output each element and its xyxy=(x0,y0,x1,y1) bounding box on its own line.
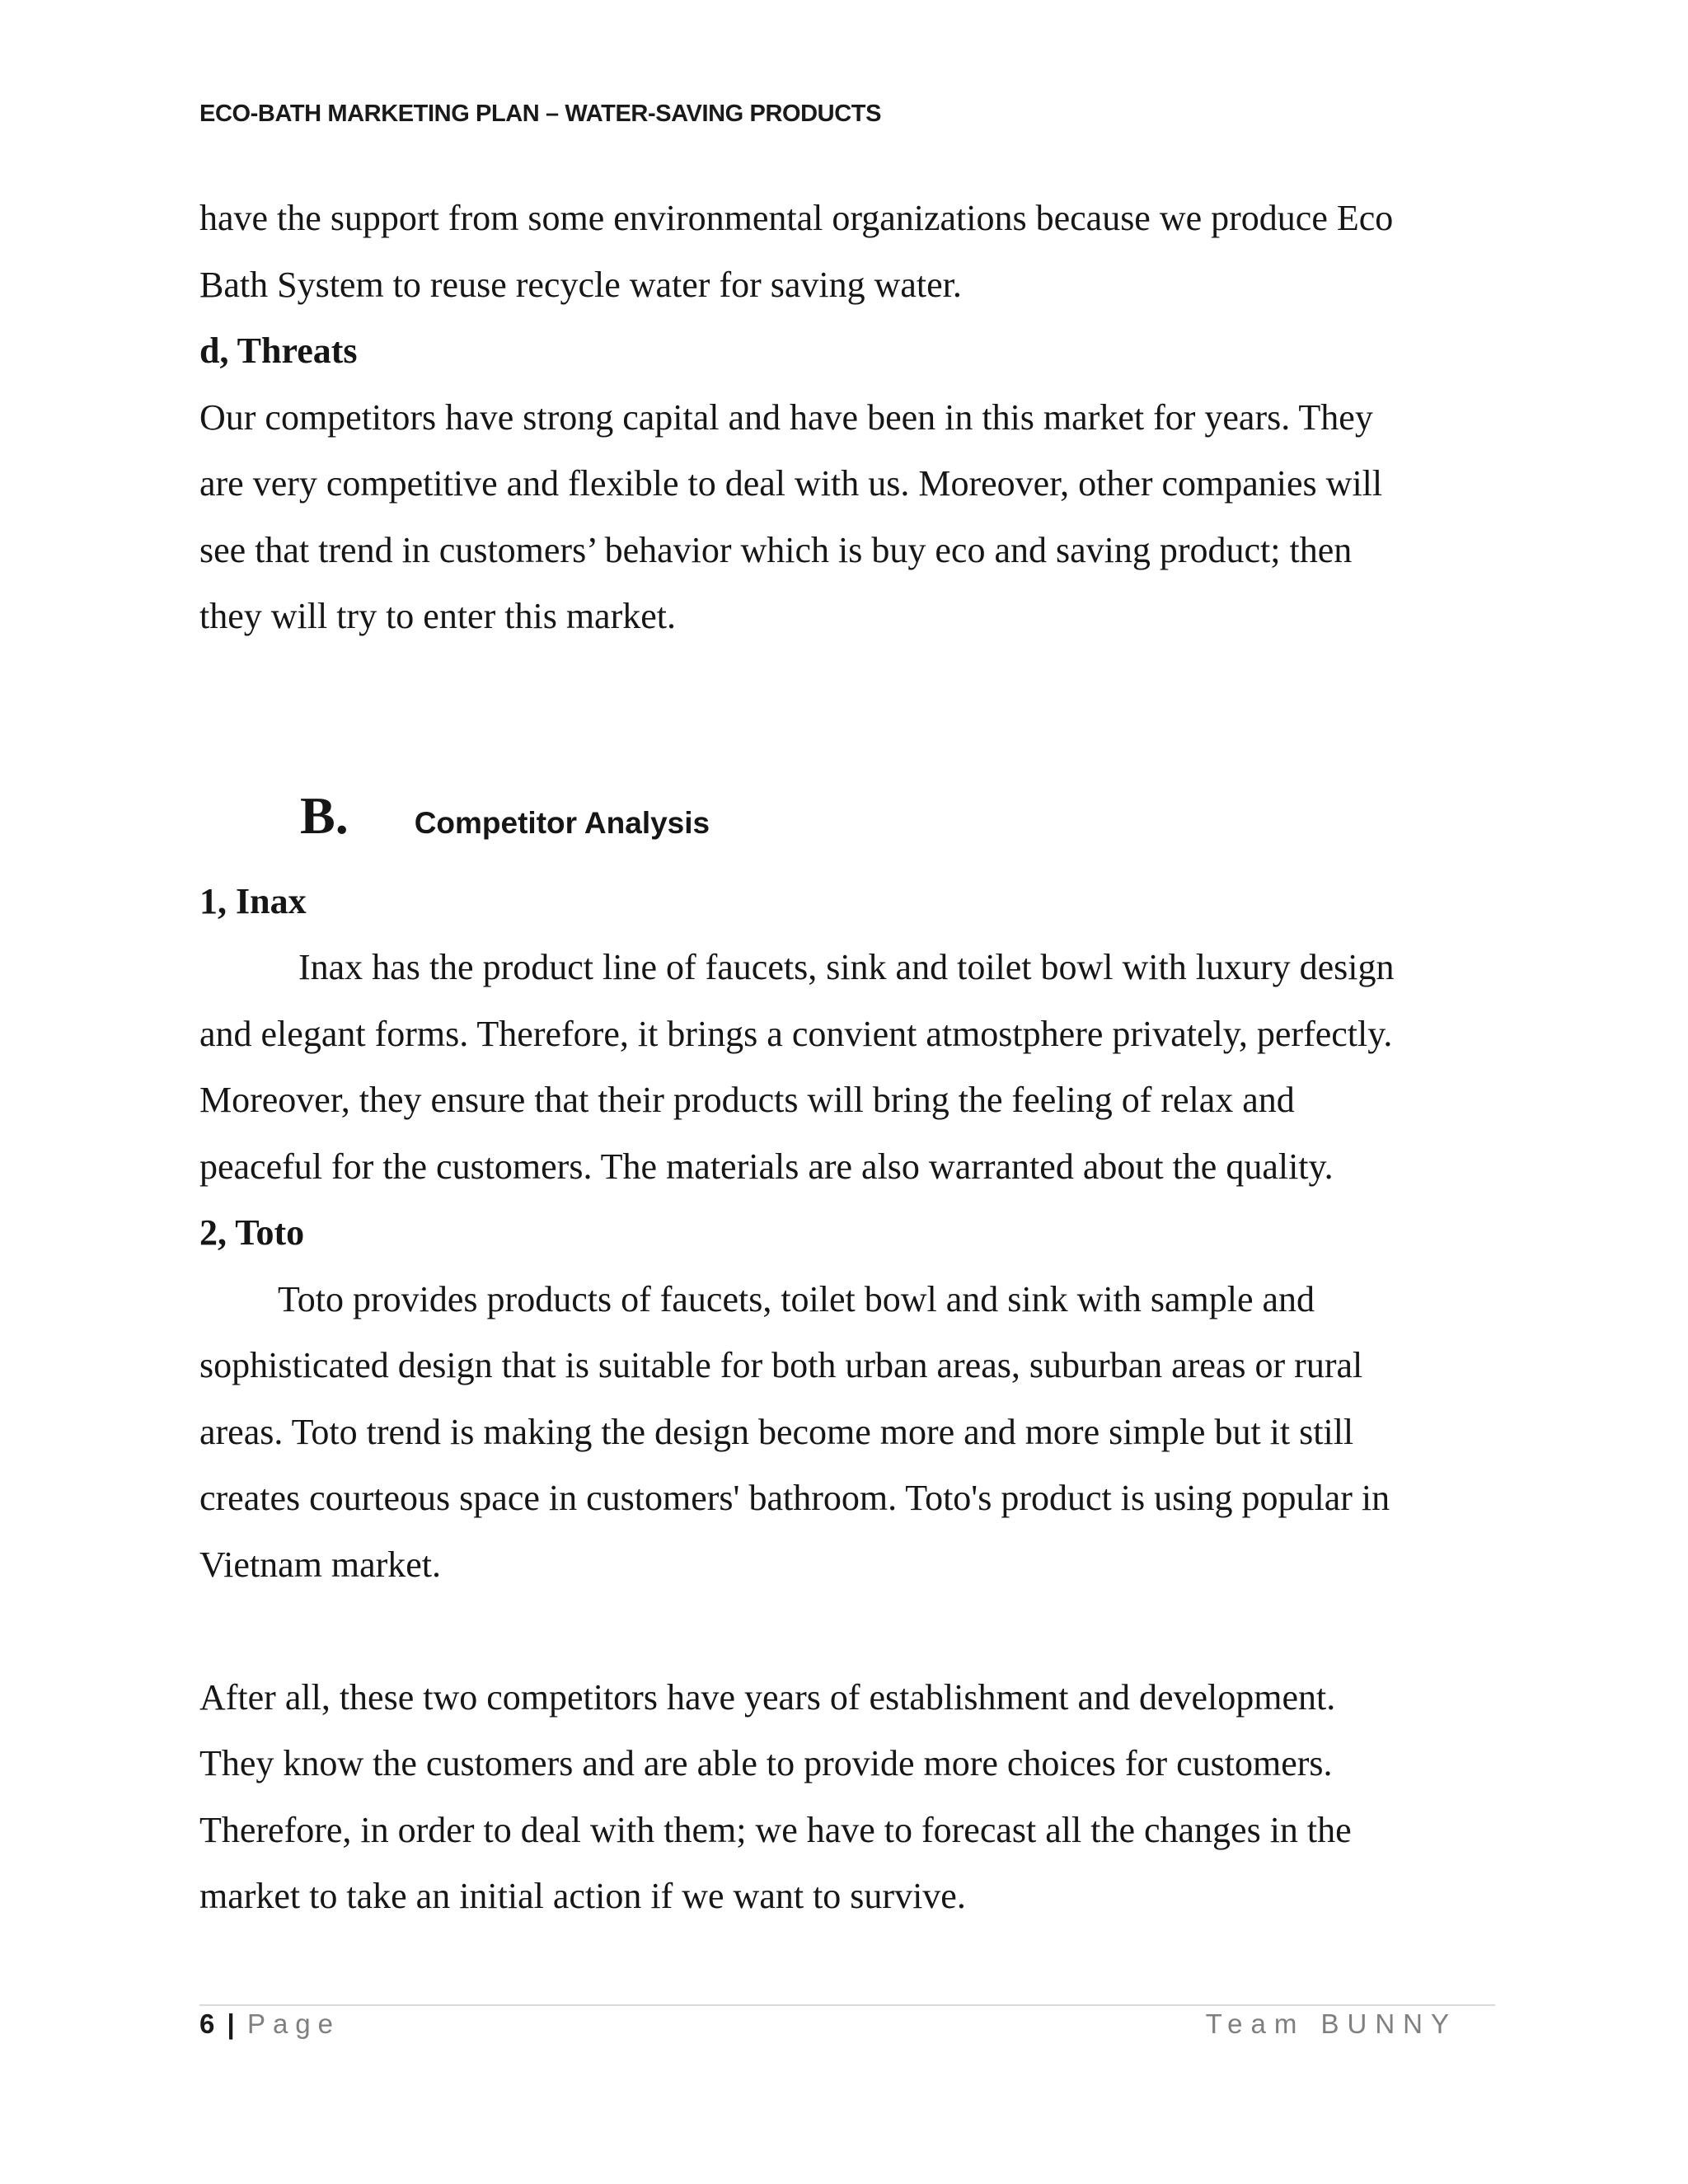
threats-line: are very competitive and flexible to deal with us. Moreover, other companies will xyxy=(199,463,1383,504)
footer-page-indicator xyxy=(199,2008,340,2040)
footer-divider xyxy=(199,2004,1495,2006)
conclusion-line: market to take an initial action if we want to survive. xyxy=(199,1876,966,1916)
toto-line: Vietnam market. xyxy=(199,1544,442,1585)
toto-heading: 2, Toto xyxy=(199,1212,305,1253)
section-heading xyxy=(199,783,1502,869)
intro-line: Bath System to reuse recycle water for saving water. xyxy=(199,264,962,305)
inax-line: peaceful for the customers. The materials are also warranted about the quality. xyxy=(199,1146,1334,1187)
intro-line: have the support from some environmental organizations because we produce Eco xyxy=(199,198,1394,238)
threats-line: see that trend in customers’ behavior which is buy eco and saving product; then xyxy=(199,529,1353,570)
spacer xyxy=(199,1598,1502,1665)
section-title: Competitor Analysis xyxy=(414,805,710,840)
threats-heading: d, Threats xyxy=(199,330,358,371)
toto-line: Toto provides products of faucets, toilet bowl and sink with sample and xyxy=(278,1278,1315,1319)
inax-heading: 1, Inax xyxy=(199,880,307,921)
page-label: Page xyxy=(246,2008,341,2039)
running-header: ECO-BATH MARKETING PLAN – WATER-SAVING PRODUCTS xyxy=(199,101,882,127)
toto-line: sophisticated design that is suitable for both urban areas, suburban areas or rural xyxy=(199,1345,1363,1385)
page-number: 6 xyxy=(199,2008,215,2039)
footer-separator: | xyxy=(227,2008,235,2039)
footer-team: Team BUNNY xyxy=(1205,2008,1457,2039)
page-body xyxy=(199,185,1502,1930)
inax-line: Inax has the product line of faucets, sink and toilet bowl with luxury design xyxy=(298,947,1395,987)
section-letter: B. xyxy=(300,785,349,845)
inax-line: and elegant forms. Therefore, it brings a convient atmostphere privately, perfectly. xyxy=(199,1013,1393,1054)
toto-line: areas. Toto trend is making the design become more and more simple but it still xyxy=(199,1411,1354,1452)
threats-line: they will try to enter this market. xyxy=(199,596,676,636)
threats-line: Our competitors have strong capital and have been in this market for years. They xyxy=(199,396,1373,438)
inax-line: Moreover, they ensure that their products will bring the feeling of relax and xyxy=(199,1080,1295,1120)
conclusion-line: They know the customers and are able to provide more choices for customers. xyxy=(199,1743,1333,1783)
toto-line: creates courteous space in customers' bathroom. Toto's product is using popular in xyxy=(199,1478,1390,1518)
conclusion-line: After all, these two competitors have years of establishment and development. xyxy=(199,1676,1336,1718)
conclusion-line: Therefore, in order to deal with them; we have to forecast all the changes in the xyxy=(199,1809,1352,1850)
spacer xyxy=(199,650,1502,783)
